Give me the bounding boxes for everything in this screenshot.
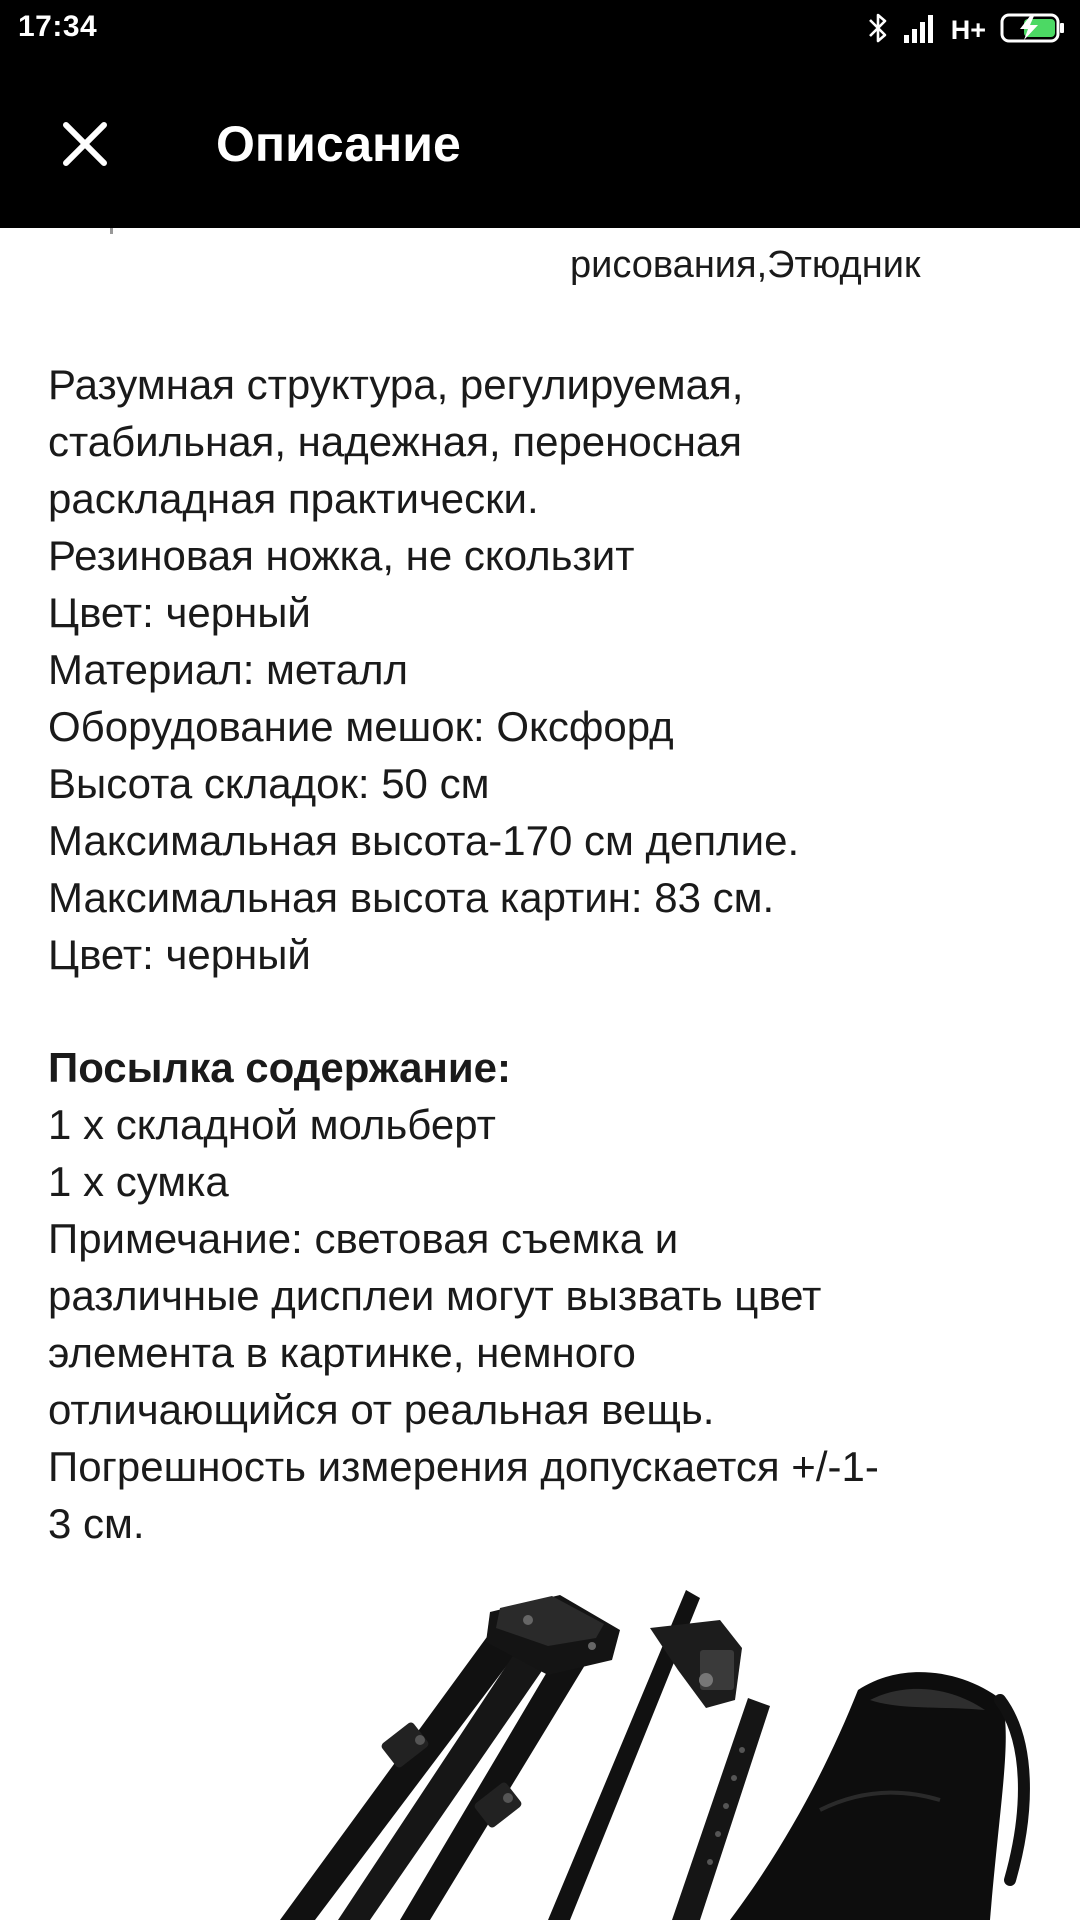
package-line: элемента в картинке, немного [48, 1329, 636, 1376]
package-line: Погрешность измерения допускается +/-1- [48, 1443, 879, 1490]
battery-charging-icon [1000, 12, 1066, 49]
package-line: 1 x сумка [48, 1158, 229, 1205]
paragraph-gap [48, 983, 1038, 1039]
description-content[interactable] [0, 228, 1080, 1920]
package-line: 3 см. [48, 1500, 145, 1547]
description-line: Резиновая ножка, не скользит [48, 532, 635, 579]
network-type: H+ [950, 14, 986, 45]
description-line: стабильная, надежная, переносная [48, 418, 743, 465]
description-line: Максимальная высота картин: 83 см. [48, 874, 775, 921]
package-line: различные дисплеи могут вызвать цвет [48, 1272, 822, 1319]
description-line: Цвет: черный [48, 931, 311, 978]
description-line: раскладная практически. [48, 475, 539, 522]
description-line: Высота складок: 50 см [48, 760, 490, 807]
description-line: Максимальная высота-170 см деплие. [48, 817, 800, 864]
app-bar [0, 60, 1080, 228]
description-line: Цвет: черный [48, 589, 311, 636]
description-line: Оборудование мешок: Оксфорд [48, 703, 674, 750]
description-line: Разумная структура, регулируемая, [48, 361, 744, 408]
status-bar [0, 0, 1080, 60]
table-divider [110, 228, 113, 234]
close-button[interactable] [40, 104, 130, 184]
close-icon [61, 120, 109, 168]
package-line: 1 x складной мольберт [48, 1101, 496, 1148]
package-line: отличающийся от реальная вещь. [48, 1386, 715, 1433]
product-description [48, 356, 1038, 1552]
table-cell-fragment: рисования,Этюдник [570, 244, 921, 286]
product-image[interactable] [0, 1550, 1080, 1920]
signal-icon [903, 13, 937, 48]
description-line: Материал: металл [48, 646, 409, 693]
status-icons [867, 10, 1066, 50]
bluetooth-icon [867, 11, 889, 50]
package-heading: Посылка содержание: [48, 1044, 512, 1091]
page-title: Описание [216, 116, 461, 172]
status-time: 17:34 [18, 10, 98, 43]
package-line: Примечание: световая съемка и [48, 1215, 679, 1262]
